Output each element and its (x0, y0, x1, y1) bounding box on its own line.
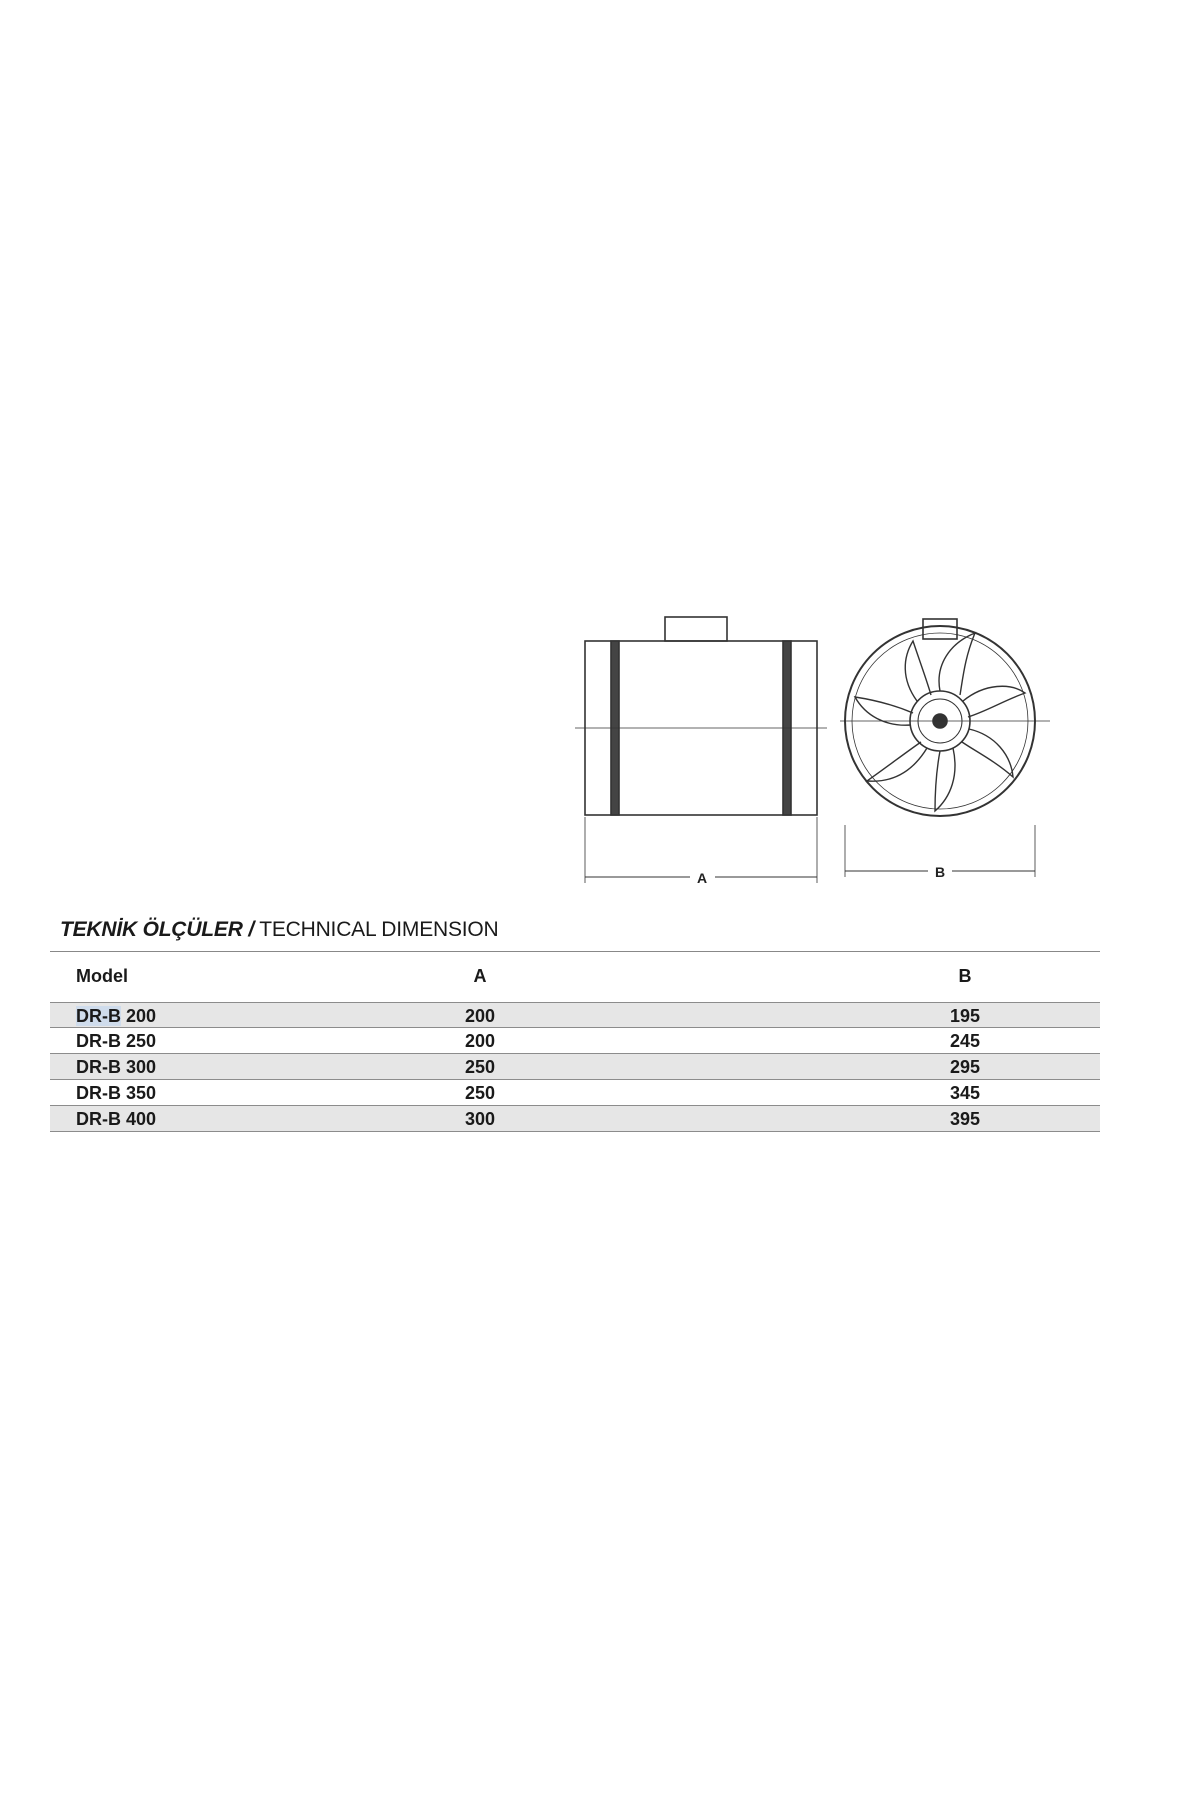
a-cell: 200 (464, 1006, 496, 1026)
side-view-junction-box (665, 617, 727, 641)
table-row (50, 1106, 1100, 1132)
model-cell (76, 1031, 156, 1052)
model-cell (76, 1083, 156, 1104)
model-series: DR-B (76, 1031, 121, 1051)
model-series: DR-B (76, 1006, 121, 1026)
model-size: 250 (121, 1031, 157, 1051)
header-a: A (473, 966, 487, 986)
section-title-turkish: TEKNİK ÖLÇÜLER / (60, 918, 254, 941)
model-size: 400 (121, 1109, 157, 1129)
model-series: DR-B (76, 1057, 121, 1077)
table-row (50, 1054, 1100, 1080)
model-cell (76, 1109, 156, 1130)
b-cell: 295 (949, 1057, 981, 1077)
dimension-table (50, 951, 1100, 1132)
header-model: Model (76, 966, 128, 986)
section-title (60, 918, 499, 942)
model-series: DR-B (76, 1109, 121, 1129)
front-view-junction-box (923, 619, 957, 639)
header-b: B (958, 966, 972, 986)
model-size: 300 (121, 1057, 157, 1077)
table-row (50, 1028, 1100, 1054)
a-cell: 200 (464, 1031, 496, 1051)
b-cell: 245 (949, 1031, 981, 1051)
model-cell (76, 1006, 156, 1027)
model-series: DR-B (76, 1083, 121, 1103)
table-row (50, 1002, 1100, 1028)
model-size: 350 (121, 1083, 157, 1103)
fan-drawing (555, 585, 1090, 905)
model-cell (76, 1057, 156, 1078)
dimension-a-label: A (696, 870, 708, 886)
front-view (840, 619, 1050, 877)
b-cell: 195 (949, 1006, 981, 1026)
technical-drawing (555, 585, 1090, 905)
model-size: 200 (121, 1006, 157, 1026)
table-row (50, 1080, 1100, 1106)
side-view (575, 617, 827, 883)
section-title-english: TECHNICAL DIMENSION (253, 918, 499, 941)
b-cell: 345 (949, 1083, 981, 1103)
a-cell: 250 (464, 1057, 496, 1077)
dimension-b-label: B (934, 864, 946, 880)
a-cell: 250 (464, 1083, 496, 1103)
a-cell: 300 (464, 1109, 496, 1129)
b-cell: 395 (949, 1109, 981, 1129)
table-header-row (50, 951, 1100, 1002)
